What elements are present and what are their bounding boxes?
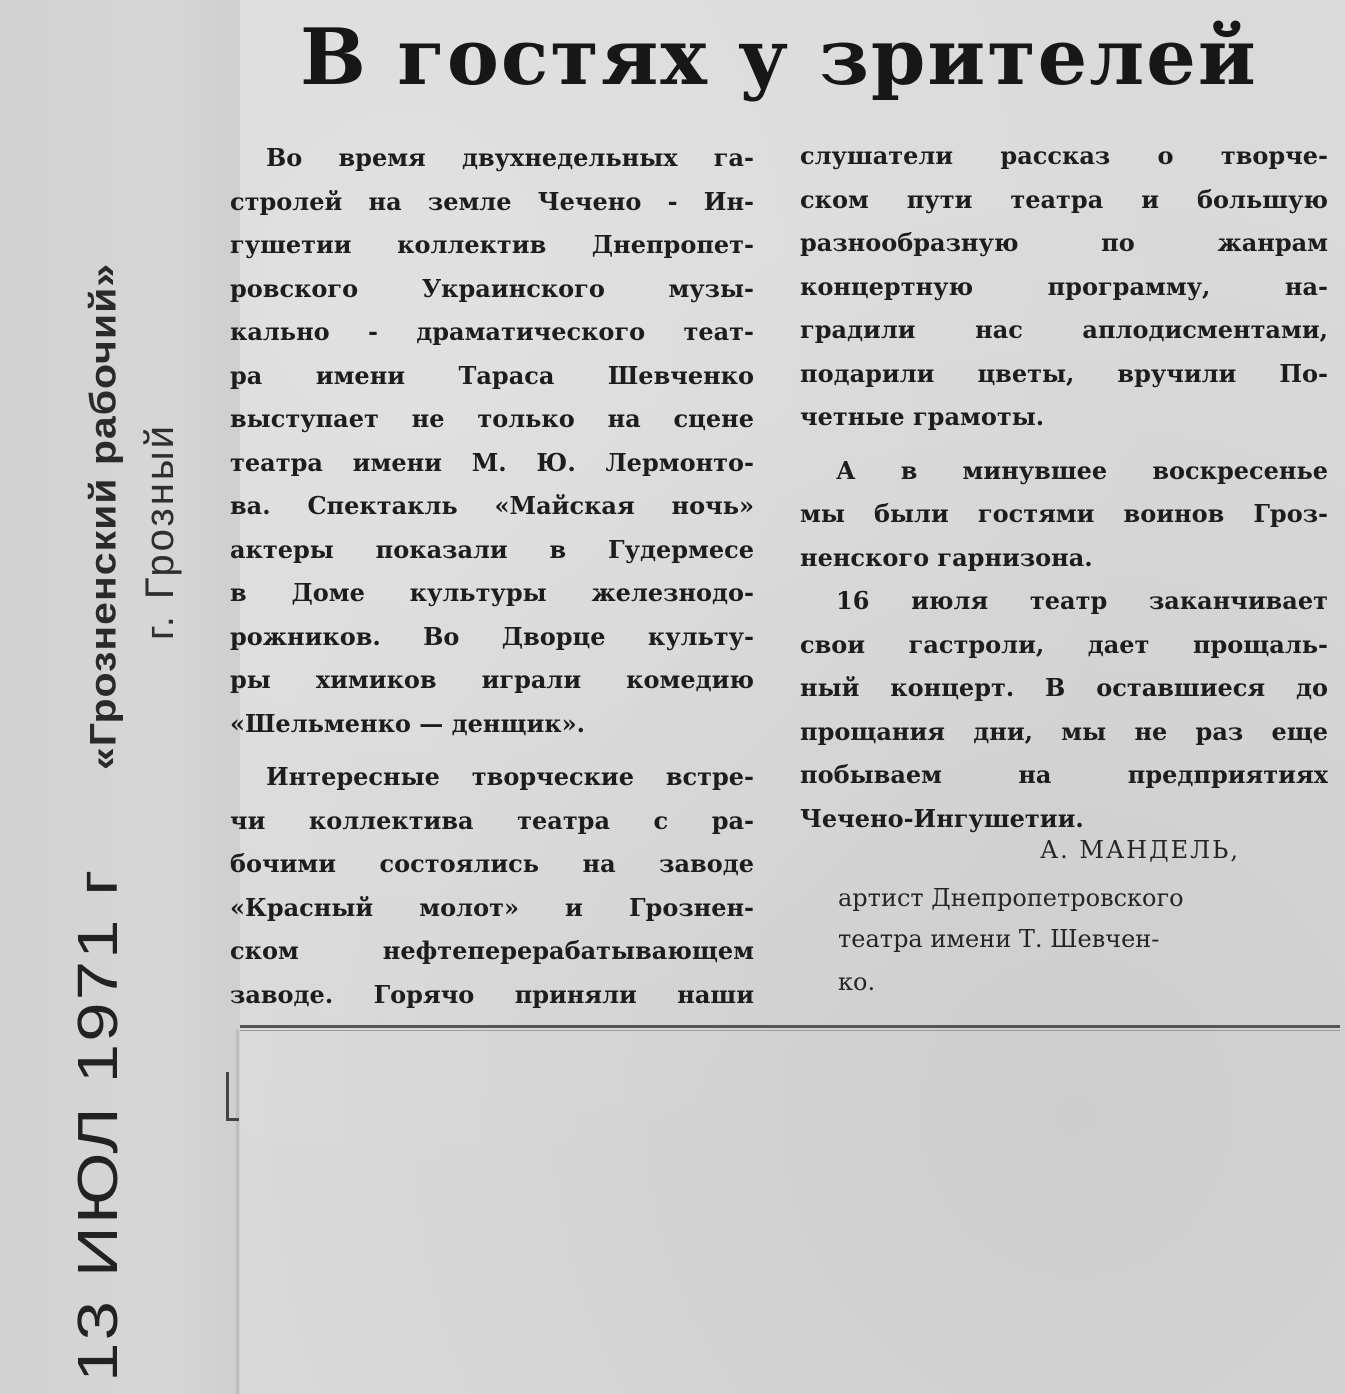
city-stamp: г. Грозный [138,423,182,640]
article-text-line: рожников. Во Дворце культу- [230,621,754,651]
article-text-line: четные грамоты. [800,402,1045,431]
article-text-line: «Красный молот» и Грознен- [230,892,754,922]
article-text-line: ровского Украинского музы- [230,273,754,303]
article-text-line: заводе. Горячо приняли наши [230,979,754,1009]
article-bottom-rule-thin [240,1030,1340,1031]
article-text-line: свои гастроли, дает прощаль- [800,629,1328,659]
article-bottom-rule [240,1025,1340,1028]
article-text-line: побываем на предприятиях [800,760,1328,789]
author-title-line: ко. [838,968,876,996]
article-text-line: ненского гарнизона. [800,542,1093,572]
article-text-line: выступает не только на сцене [230,404,754,433]
article-text-line: ва. Спектакль «Майская ночь» [230,491,754,520]
article-text-line: ры химиков играли комедию [230,665,754,694]
author-title-line: театра имени Т. Шевчен- [838,925,1160,953]
article-text-line: Интересные творческие встре- [266,762,754,791]
article-column-left [230,136,754,1016]
article-text-line: концертную программу, на- [800,271,1328,301]
article-text-line: Чечено-Ингушетии. [800,803,1084,833]
article-text-line: Во время двухнедельных га- [266,143,754,172]
author-title-line: артист Днепропетровского [838,884,1184,912]
article-text-line: кально - драматического теат- [230,317,754,346]
article-title: В гостях у зрителей [300,12,1258,103]
author-name: А. МАНДЕЛЬ, [1040,836,1240,864]
article-text-line: ском нефтеперерабатывающем [230,936,754,965]
article-text-line: разнообразную по жанрам [800,228,1328,257]
bracket-mark [226,1072,239,1121]
article-text-line: ный концерт. В оставшиеся до [800,673,1328,702]
article-text-line: прощания дни, мы не раз еще [800,716,1328,746]
article-text-line: чи коллектива театра с ра- [230,805,754,835]
article-text-line: подарили цветы, вручили По- [800,358,1328,388]
article-text-line: «Шельменко — денщик». [230,708,585,738]
article-text-line: градили нас аплодисментами, [800,315,1328,344]
article-text-line: в Доме культуры железнодо- [230,578,754,607]
article-text-line: бочими состоялись на заводе [230,849,754,878]
article-text-line: 16 июля театр заканчивает [836,586,1328,615]
newspaper-name-stamp: «Грозненский рабочий» [82,262,124,770]
article-text-line: актеры показали в Гудермесе [230,534,754,564]
paragraph-gap [800,439,1328,449]
article-text-line: слушатели рассказ о творче- [800,141,1328,170]
article-text-line: ском пути театра и большую [800,184,1328,214]
date-stamp: 13 ИЮЛ 1971 г [66,867,130,1382]
article-text-line: гушетии коллектив Днепропет- [230,230,754,259]
article-text-line: А в минувшее воскресенье [836,455,1328,485]
article-text-line: мы были гостями воинов Гроз- [800,499,1328,528]
article-text-line: ра имени Тараса Шевченко [230,360,754,390]
article-text-line: стролей на земле Чечено - Ин- [230,186,754,216]
article-column-right [800,134,1328,840]
article-text-line: театра имени М. Ю. Лермонто- [230,447,754,477]
paragraph-gap [230,745,754,755]
